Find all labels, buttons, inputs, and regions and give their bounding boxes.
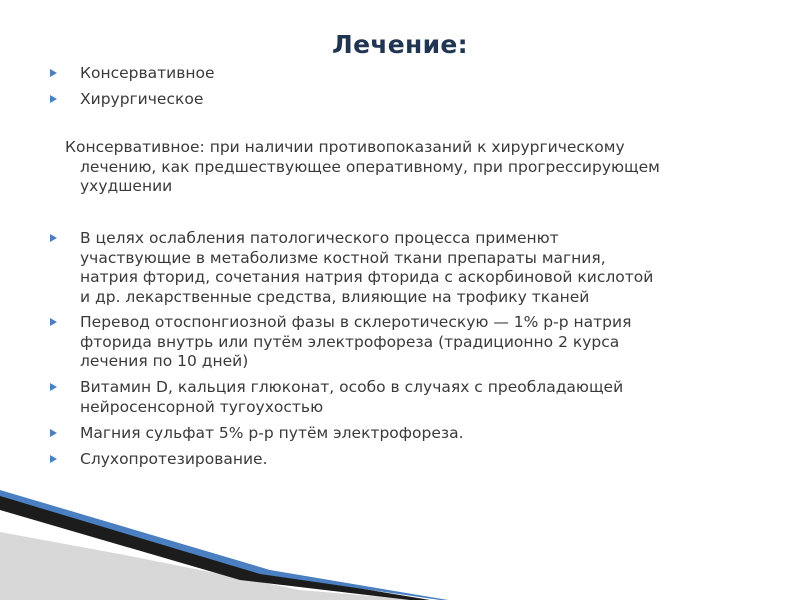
list-item-text: Перевод отоспонгиозной фазы в склеротическую — 1% р-р натрия фторида внутрь или путём электрофореза (традиционно 2 курса лечения по 10 дней)	[80, 313, 632, 370]
decorative-swoosh	[0, 490, 800, 600]
list-item	[50, 90, 750, 110]
paragraph-first-line: Консервативное: при наличии противопоказаний к хирургическому	[65, 138, 625, 156]
list-item	[50, 450, 750, 470]
paragraph-continuation: лечению, как предшествующее оперативному, при прогрессирующем ухудшении	[80, 157, 660, 195]
triangle-bullet-icon	[50, 318, 57, 326]
list-item-text: Магния сульфат 5% р-р путём электрофореза.	[80, 424, 464, 442]
list-item	[50, 229, 750, 307]
slide-title: Лечение:	[332, 30, 468, 59]
list-item-text: Хирургическое	[80, 90, 204, 108]
description-paragraph	[65, 138, 765, 197]
triangle-bullet-icon	[50, 383, 57, 391]
list-item	[50, 64, 750, 84]
list-item	[50, 378, 750, 417]
triangle-bullet-icon	[50, 429, 57, 437]
list-item-text: Слухопротезирование.	[80, 450, 268, 468]
list-item	[50, 424, 750, 444]
list-item-text: Консервативное	[80, 64, 215, 82]
list-item	[50, 313, 750, 372]
triangle-bullet-icon	[50, 455, 57, 463]
triangle-bullet-icon	[50, 234, 57, 242]
triangle-bullet-icon	[50, 69, 57, 77]
triangle-bullet-icon	[50, 95, 57, 103]
list-item-text: В целях ослабления патологического процесса применют участвующие в метаболизме костной ткани препараты магния, натрия фторид, сочетания натрия фторида с аскорбиновой кислотой и др. лекарственные средства, влияющие на трофику тканей	[80, 229, 654, 306]
list-item-text: Витамин D, кальция глюконат, особо в случаях с преобладающей нейросенсорной тугоухостью	[80, 378, 624, 416]
